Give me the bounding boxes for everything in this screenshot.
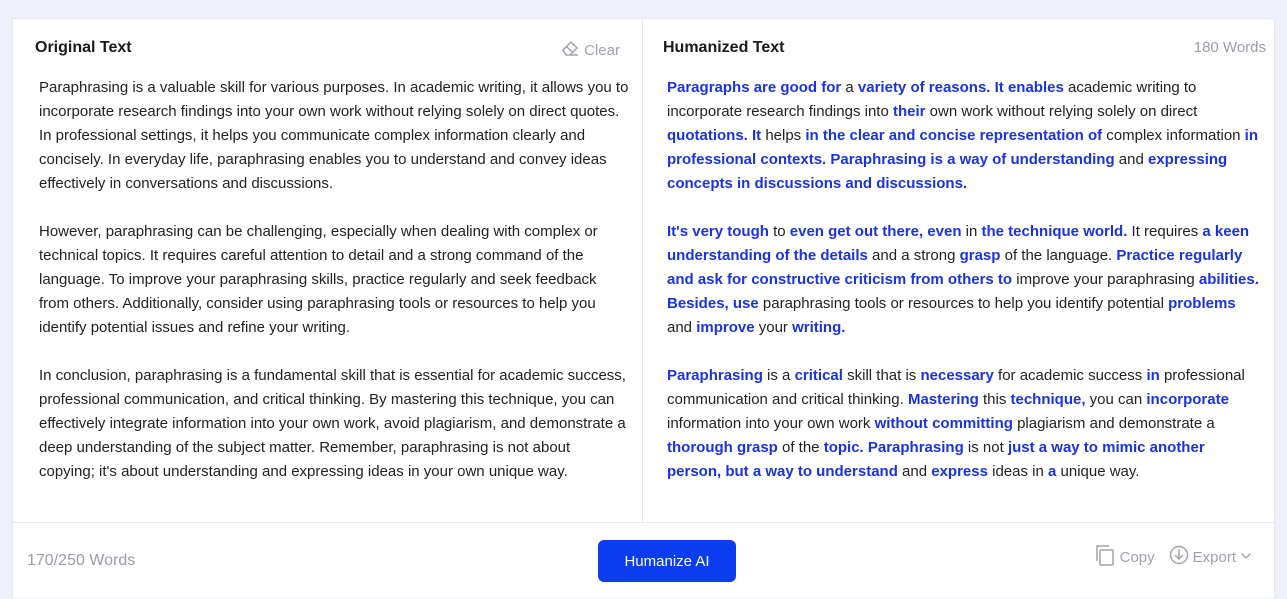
chevron-down-icon [1240, 549, 1252, 566]
unchanged-phrase: is not [963, 439, 1008, 456]
changed-phrase: expressing concepts in discussions and discussions. [667, 151, 1228, 192]
changed-phrase: It's very tough [667, 223, 769, 240]
unchanged-phrase: skill that is [842, 367, 921, 384]
export-label: Export [1192, 548, 1236, 566]
original-paragraph: In conclusion, paraphrasing is a fundamental skill that is essential for academic success, professional communication, and critical thinking. By mastering this technique, you can effectively integrate information into your own work, avoid plagiarism, and demonstrate a deep understanding of the subject matter. Remember, paraphrasing is not about copying; it's about understanding and expressing ideas in your own unique way. [39, 367, 626, 480]
humanized-text-area [667, 76, 1259, 508]
changed-phrase: problems [1168, 295, 1236, 312]
unchanged-phrase: and [897, 463, 932, 480]
unchanged-phrase: complex information [1102, 127, 1245, 144]
humanized-text-title: Humanized Text [663, 39, 785, 56]
humanized-paragraph [667, 76, 1259, 196]
footer-bar [13, 522, 1274, 599]
eraser-icon [560, 39, 580, 61]
unchanged-phrase: and [667, 319, 697, 336]
changed-phrase: technique, [1010, 391, 1086, 408]
changed-phrase: grasp [959, 247, 1001, 264]
input-word-count: 170/250 Words [27, 552, 136, 569]
changed-phrase: necessary [920, 367, 994, 384]
unchanged-phrase: professional communication and critical thinking. [667, 367, 1245, 408]
unchanged-phrase: of the language. [1000, 247, 1117, 264]
changed-phrase: Paraphrasing [667, 367, 763, 384]
changed-phrase: Paragraphs are good for [667, 79, 842, 96]
changed-phrase: in [1146, 367, 1160, 384]
changed-phrase: a keen understanding of the details [667, 223, 1250, 264]
unchanged-phrase: improve your paraphrasing [1012, 271, 1199, 288]
clear-button[interactable] [560, 39, 620, 61]
unchanged-phrase: academic writing to incorporate research findings into [667, 79, 1197, 120]
unchanged-phrase: is a [762, 367, 795, 384]
unchanged-phrase: your [754, 319, 793, 336]
changed-phrase: just a way to mimic another person, but a way to understand [667, 439, 1205, 480]
unchanged-phrase: information into your own work [667, 415, 875, 432]
unchanged-phrase: and a strong [867, 247, 960, 264]
export-button[interactable] [1169, 545, 1252, 569]
unchanged-phrase: It requires [1127, 223, 1203, 240]
original-text-panel [13, 19, 643, 522]
unchanged-phrase: and [1114, 151, 1148, 168]
clear-label: Clear [584, 41, 620, 59]
unchanged-phrase: you can [1085, 391, 1147, 408]
unchanged-phrase: in [961, 223, 982, 240]
humanize-ai-button[interactable]: Humanize AI [598, 540, 736, 582]
changed-phrase: their [892, 103, 926, 120]
unchanged-phrase: ideas in [987, 463, 1048, 480]
changed-phrase: improve [696, 319, 755, 336]
changed-phrase: incorporate [1146, 391, 1229, 408]
unchanged-phrase: own work without relying solely on direct [925, 103, 1198, 120]
humanized-text-panel [643, 19, 1276, 522]
unchanged-phrase: of the [777, 439, 824, 456]
unchanged-phrase: to [768, 223, 790, 240]
copy-label: Copy [1119, 548, 1155, 566]
humanized-paragraph [667, 364, 1259, 484]
download-icon [1169, 545, 1189, 569]
original-paragraph: However, paraphrasing can be challenging, especially when dealing with complex or technical topics. It requires careful attention to detail and a strong command of the language. To improve your paraphrasing skills, practice regularly and seek feedback from others. Additionally, consider using paraphrasing tools or resources to help you identify potential issues and refine your writing. [39, 223, 598, 336]
changed-phrase: quotations. It [667, 127, 762, 144]
unchanged-phrase: plagiarism and demonstrate a [1012, 415, 1215, 432]
original-text-title: Original Text [35, 39, 132, 56]
changed-phrase: in professional contexts. Paraphrasing is a way of understanding [667, 127, 1259, 168]
humanized-paragraph [667, 220, 1259, 340]
changed-phrase: variety of reasons. It enables [857, 79, 1064, 96]
humanizer-card [12, 18, 1275, 598]
changed-phrase: the technique world. [981, 223, 1128, 240]
changed-phrase: Mastering [907, 391, 979, 408]
changed-phrase: abilities. Besides, use [667, 271, 1259, 312]
changed-phrase: topic. Paraphrasing [823, 439, 964, 456]
copy-button[interactable] [1094, 544, 1155, 570]
original-text-area[interactable] [39, 76, 629, 508]
changed-phrase: in the clear and concise representation of [805, 127, 1103, 144]
unchanged-phrase: for academic success [993, 367, 1147, 384]
unchanged-phrase: this [978, 391, 1011, 408]
changed-phrase: even get out there, even [789, 223, 962, 240]
changed-phrase: Practice regularly and ask for constructive criticism from others to [667, 247, 1243, 288]
copy-icon [1094, 544, 1116, 570]
changed-phrase: thorough grasp [667, 439, 778, 456]
unchanged-phrase: helps [761, 127, 806, 144]
changed-phrase: express [931, 463, 988, 480]
changed-phrase: without committing [874, 415, 1013, 432]
changed-phrase: writing. [792, 319, 846, 336]
humanized-word-count: 180 Words [1193, 39, 1266, 56]
original-paragraph: Paraphrasing is a valuable skill for various purposes. In academic writing, it allows you to incorporate research findings into your own work without relying solely on direct quotes. In professional settings, it helps you communicate complex information clearly and concisely. In everyday life, paraphrasing enables you to understand and convey ideas effectively in conversations and discussions. [39, 79, 629, 192]
unchanged-phrase: a [841, 79, 858, 96]
unchanged-phrase: paraphrasing tools or resources to help you identify potential [758, 295, 1169, 312]
output-actions [1094, 544, 1252, 570]
changed-phrase: a [1048, 463, 1057, 480]
changed-phrase: critical [794, 367, 843, 384]
unchanged-phrase: unique way. [1056, 463, 1140, 480]
